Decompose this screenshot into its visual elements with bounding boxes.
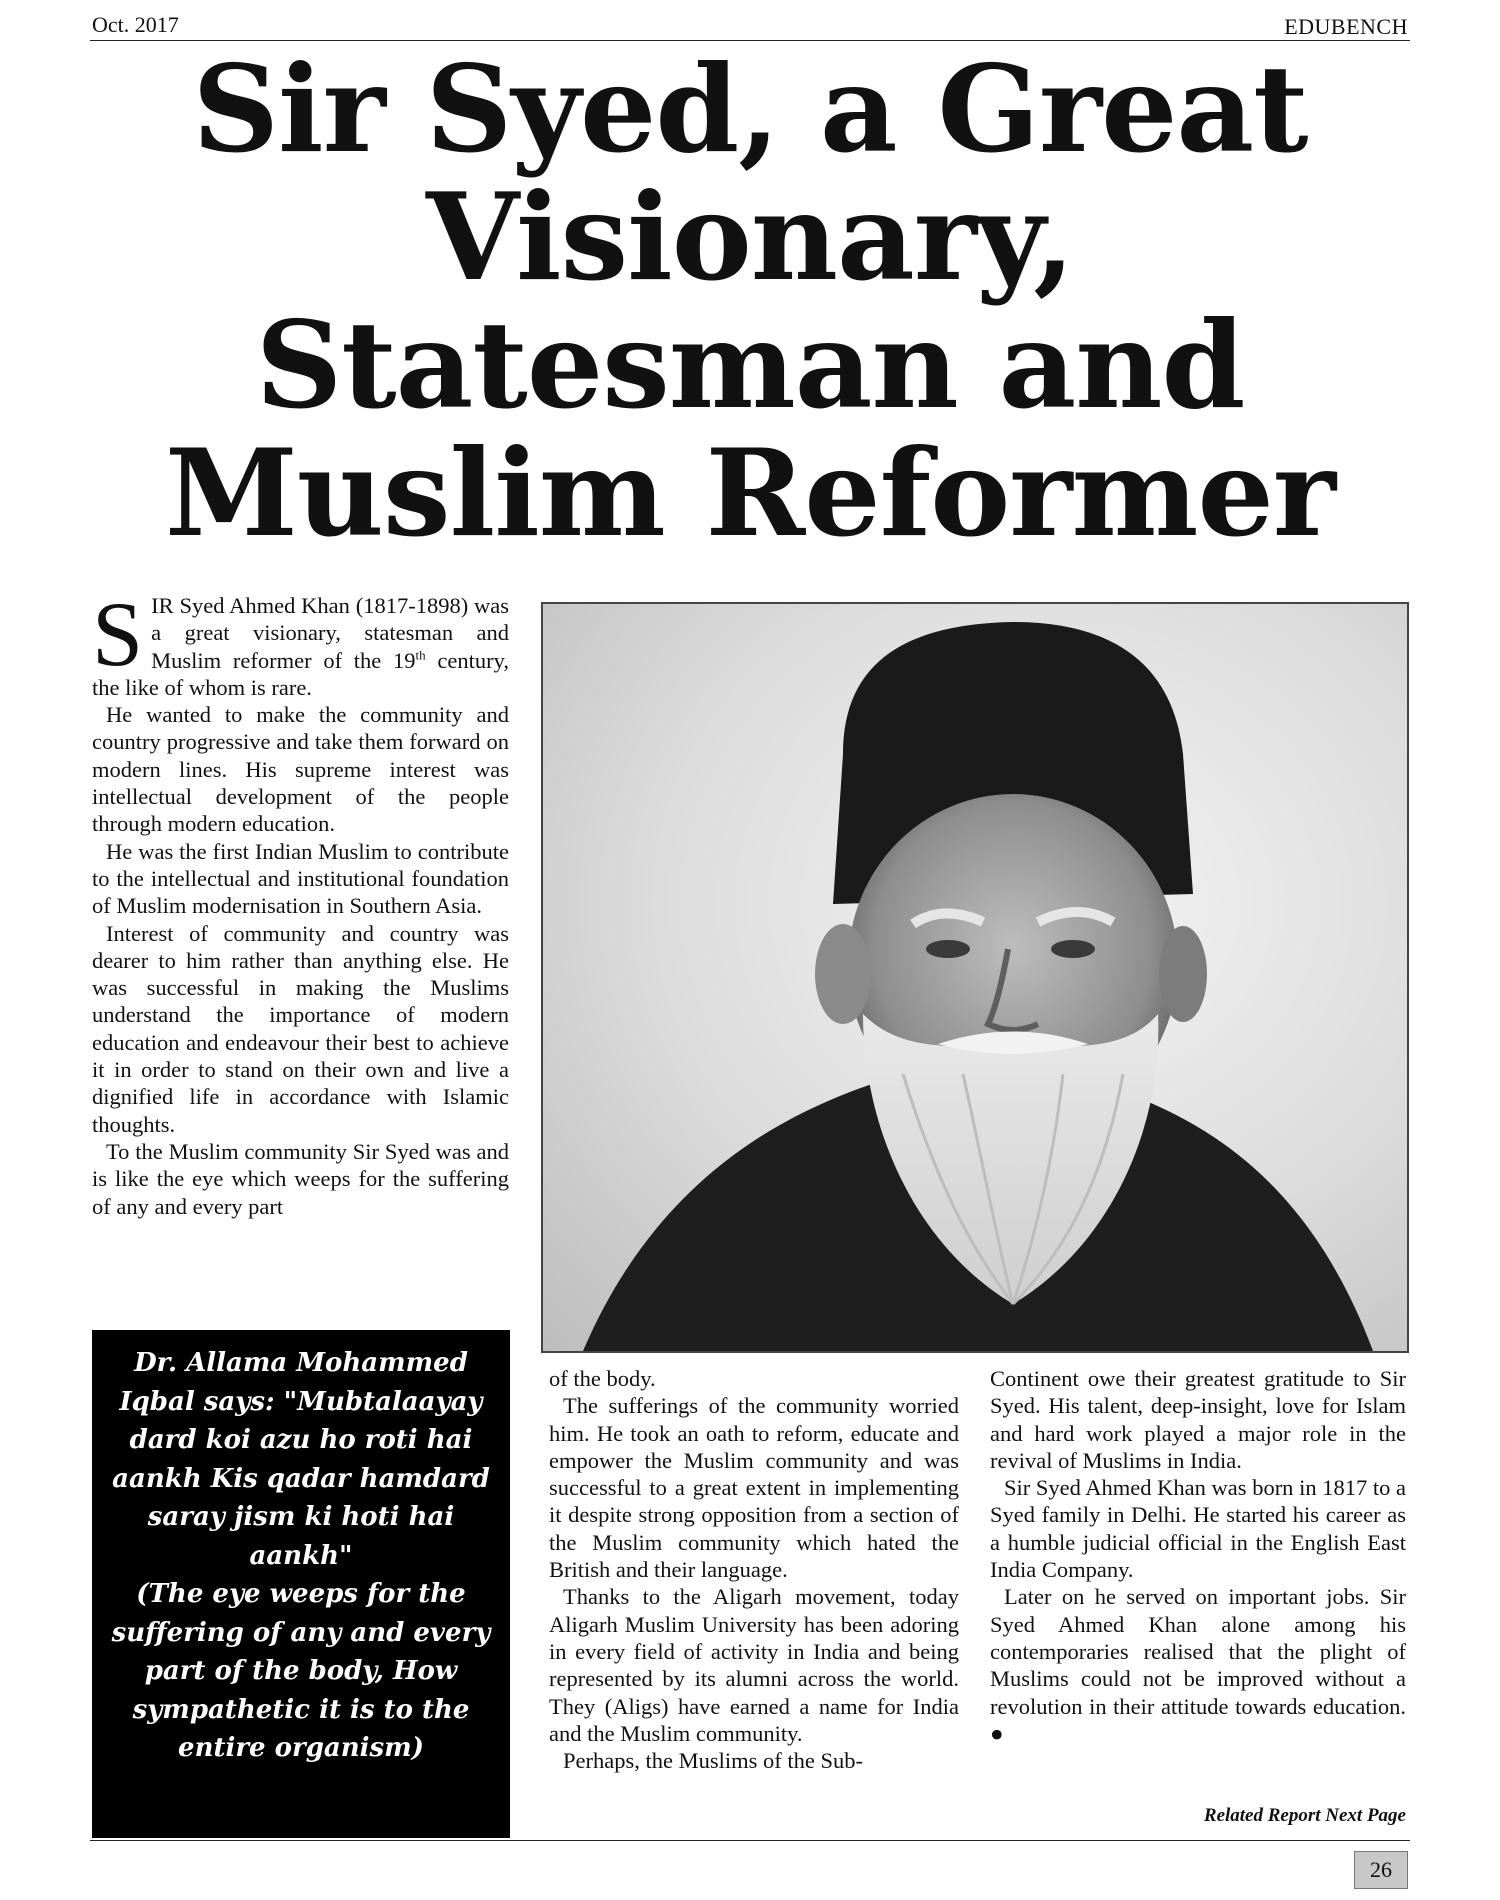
article-paragraph: He wanted to make the community and country progressive and take them forward on modern lines. His supreme interest was intellectual development of the people through modern education. [92, 702, 509, 837]
drop-cap: S [92, 583, 144, 685]
portrait-illustration [543, 604, 1407, 1351]
related-report-note: Related Report Next Page [1203, 1805, 1406, 1826]
article-column-2 [549, 1365, 959, 1774]
article-paragraph: To the Muslim community Sir Syed was and is like the eye which weeps for the suffering of any and every part [92, 1138, 509, 1219]
article-column-3 [990, 1365, 1406, 1747]
article-column-1 [92, 583, 509, 1220]
portrait-photo [541, 602, 1409, 1353]
publication-name: EDUBENCH [1284, 14, 1408, 39]
paragraph-text: IR Syed Ahmed Khan (1817-1898) was a great visionary, statesman and Muslim reformer of the 19 [151, 593, 509, 673]
headline-line: Visionary, [425, 167, 1074, 308]
ordinal-suffix: th [415, 647, 426, 663]
article-paragraph: of the body. [549, 1366, 656, 1391]
quote-text: Dr. Allama Mohammed Iqbal says: "Mubtalaayay dard koi azu ho roti hai aankh Kis qadar hamdard saray jism ki hoti hai aankh" [112, 1348, 490, 1571]
headline-line: Sir Syed, a Great [192, 39, 1308, 180]
article-paragraph [92, 583, 509, 701]
headline-line: Statesman and [255, 295, 1245, 436]
paragraph-text: century, the like of whom is rare. [92, 647, 509, 700]
article-paragraph: The sufferings of the community worried him. He took an oath to reform, educate and empower the Muslim community and was successful to a great extent in implementing it despite strong opposition from a section of the Muslim community which hated the British and their language. [549, 1393, 959, 1583]
pull-quote [92, 1330, 510, 1838]
article-paragraph: Sir Syed Ahmed Khan was born in 1817 to a Syed family in Delhi. He started his career as a humble judicial official in the English East India Company. [990, 1475, 1406, 1583]
quote-translation: (The eye weeps for the suffering of any and every part of the body, How sympathetic it is to the entire organism) [111, 1579, 491, 1763]
headline-line: Muslim Reformer [164, 423, 1336, 564]
article-paragraph: Later on he served on important jobs. Sir Syed Ahmed Khan alone among his contemporaries realised that the plight of Muslims could not be improved without a revolution in their attitude towards education. ● [990, 1584, 1406, 1746]
page-number: 26 [1354, 1851, 1408, 1889]
article-paragraph: Thanks to the Aligarh movement, today Aligarh Muslim University has been adoring in every field of activity in India and being represented by its alumni across the world. They (Aligs) have earned a name for India and the Muslim community. [549, 1584, 959, 1746]
article-paragraph: Interest of community and country was dearer to him rather than anything else. He was successful in making the Muslims understand the importance of modern education and endeavour their best to achieve it in order to stand on their own and live a dignified life in accordance with Islamic thoughts. [92, 920, 509, 1137]
article-paragraph: Perhaps, the Muslims of the Sub- [563, 1748, 863, 1774]
article-paragraph: Continent owe their greatest gratitude to Sir Syed. His talent, deep-insight, love for Islam and hard work played a major role in the revival of Muslims in India. [990, 1366, 1406, 1473]
footer-divider [90, 1840, 1410, 1841]
article-paragraph: He was the first Indian Muslim to contribute to the intellectual and institutional foundation of Muslim modernisation in Southern Asia. [92, 838, 509, 919]
issue-date: Oct. 2017 [92, 12, 179, 37]
article-headline [80, 39, 1420, 564]
